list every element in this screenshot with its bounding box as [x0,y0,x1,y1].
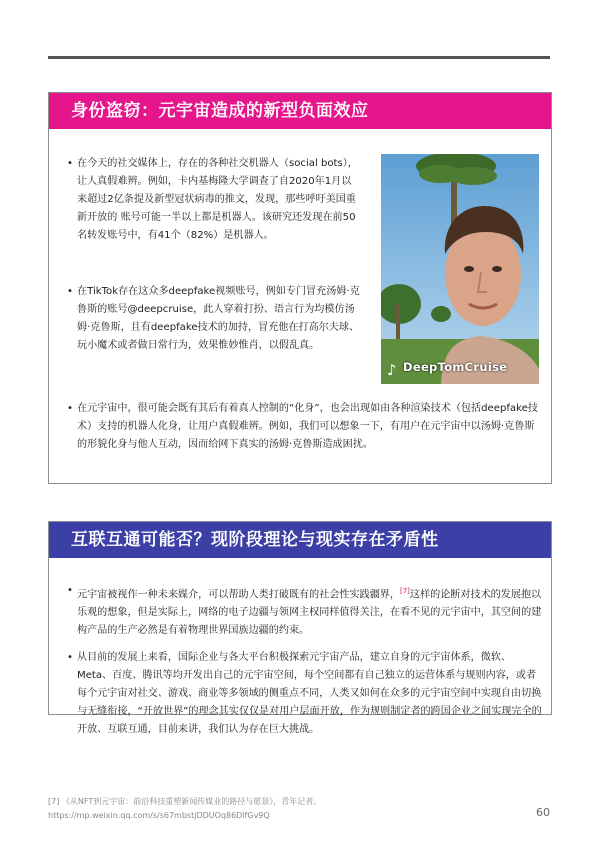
section-title-interoperability: 互联互通可能否？现阶段理论与现实存在矛盾性 [49,522,551,558]
bullet-metaverse-avatars [67,400,543,454]
bullet-text: 在元宇宙中，很可能会既有其后有着真人控制的“化身”，也会出现如由各种渲染技术（包括deepfake技术）支持的机器人化身，让用户真假难辨。例如，我们可以想象一下，有用户在元宇宙中以汤姆·克鲁斯的形貌化身与他人互动，因而给网下真实的汤姆·克鲁斯造成困扰。 [77,403,538,450]
bullet-text: 从目前的发展上来看，国际企业与各大平台积极探索元宇宙产品，建立自身的元宇宙体系，微软、Meta、百度、腾讯等均开发出自己的元宇宙空间，每个空间都有自己独立的运营体系与规则内容，或者每个元宇宙对社交、游戏、商业等多领域的侧重点不同，人类又如何在众多的元宇宙空间中实现自由切换与无缝衔接，“开放世界”的理念其实仅仅是对用户层面开放，作为规则制定者的跨国企业之间实现完全的开放、互联互通，目前来讲，我们认为存在巨大挑战。 [77,652,542,735]
footnote-citation: [7] 《从NFT到元宇宙：前沿科技重塑新闻传媒业的路径与愿景》，青年记者。 [48,797,322,806]
identity-theft-section [48,92,552,484]
deeptomcruise-caption: DeepTomCruise [403,360,508,374]
bullet-tiktok-deepfake [67,283,361,355]
bullet-social-bots [67,155,361,245]
deeptomcruise-photo [381,154,539,384]
interoperability-section [48,521,552,735]
bullet-text: 在TikTok存在这众多deepfake视频账号，例如专门冒充汤姆·克鲁斯的账号@deepcruise，此人穿着打扮、语言行为均模仿汤姆·克鲁斯，且有deepfake技术的加持，冒充他在打高尔夫球、玩小魔术或者做日常行为，效果惟妙惟肖，以假乱真。 [77,286,360,351]
bullet-platform-development [67,649,543,739]
page-number: 60 [536,806,550,819]
footnote-reference-7[interactable]: [7] [400,587,410,595]
bullet-dot: • [67,403,73,414]
bullet-future-media [67,582,543,640]
top-rule [48,56,550,59]
bullet-text: 在今天的社交媒体上，存在的各种社交机器人（social bots），让人真假难辨。例如，卡内基梅隆大学调查了自2020年1月以来超过2亿条提及新型冠状病毒的推文，发现，那些呼吁美国重新开放的 账号可能一半以上都是机器人。该研究还发现在前50名转发账号中，有41个（82%）是机器人。 [77,158,358,241]
tiktok-icon: ♪ [387,361,397,379]
bullet-text-before-ref: 元宇宙被视作一种未来媒介，可以帮助人类打破既有的社会性实践疆界， [77,589,400,601]
photo-illustration [381,154,539,384]
footnote [48,795,488,823]
bullet-dot: • [67,652,73,663]
bullet-dot: • [67,585,73,596]
footnote-url[interactable]: https://mp.weixin.qq.com/s/s67mbstjDDUOq86DlfGv9Q [48,811,270,820]
bullet-dot: • [67,158,73,169]
bullet-text-after-ref: 这样的论断对技术的发展抱以乐观的想象，但是实际上，网络的电子边疆与领网主权同样值得关注，在看不见的元宇宙中，其空间的建构产品的生产必然是有着物理世界国族边疆的约束。 [77,589,542,637]
bullet-dot: • [67,286,73,297]
section-title-identity-theft: 身份盗窃：元宇宙造成的新型负面效应 [49,93,551,129]
